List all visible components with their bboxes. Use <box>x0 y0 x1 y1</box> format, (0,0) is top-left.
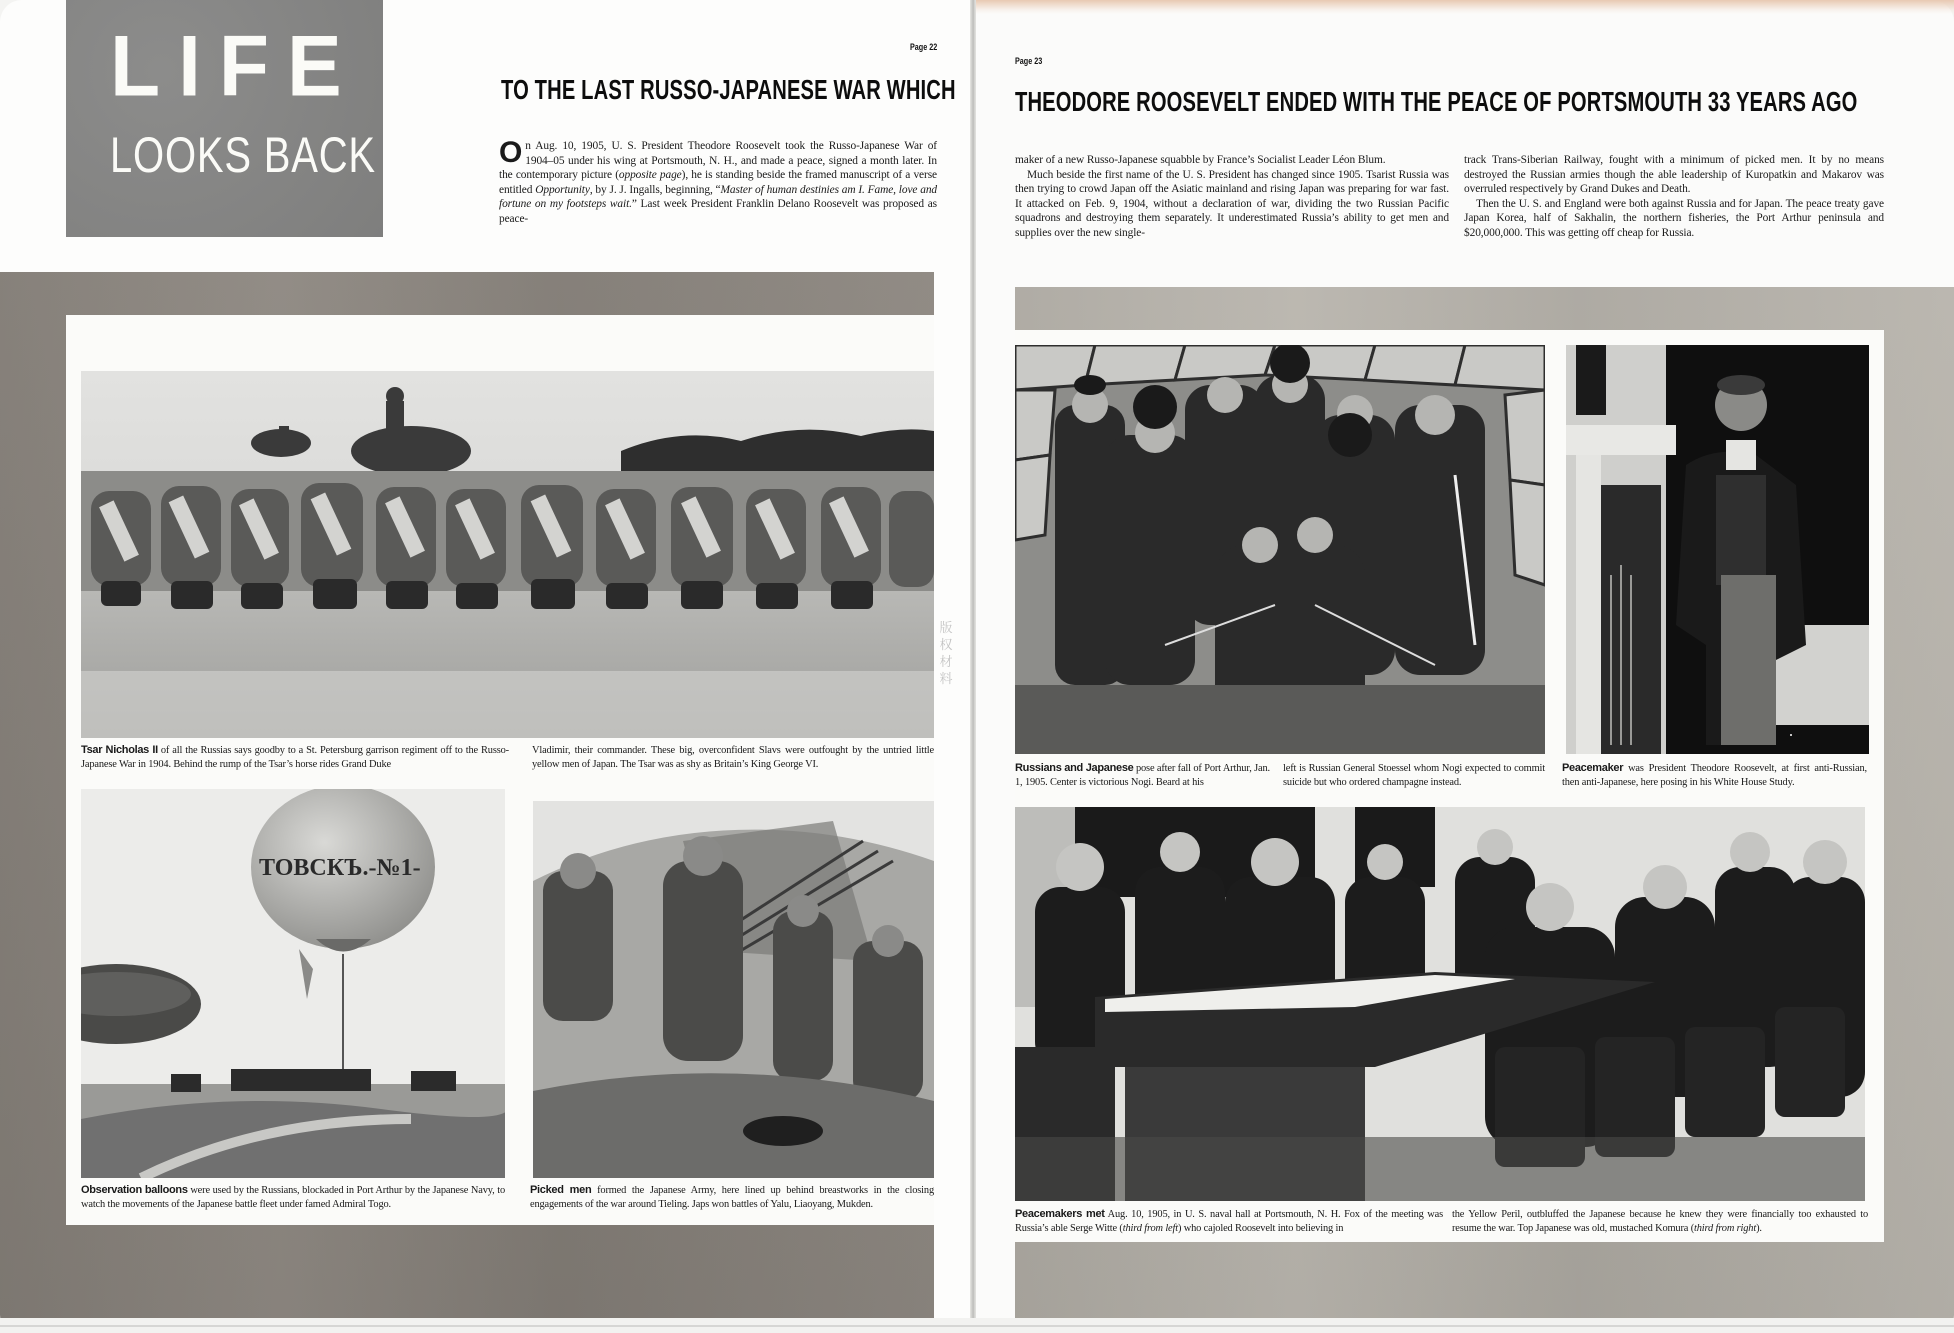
page-number-label: Page 23 <box>1015 56 1043 66</box>
right-page <box>976 0 1954 1333</box>
caption-lead: Tsar Nicholas II <box>81 744 158 756</box>
life-logo-text: LIFE <box>110 18 360 115</box>
body-column-2: track Trans-Siberian Railway, fought with a minimum of picked men. It by no means destroyed the Russian armies though the able leadership of Kuropatkin and Makarov was overruled respectively by Grand Dukes and Death. Then the U. S. and England were both against Russia and for Japan. The peace treaty gave Japan Korea, half of Sakhalin, the northern fisheries, the Port Arthur peninsula and $20,000,000. This was getting off cheap for Russia. <box>1464 154 1884 239</box>
caption-peacemakers-met-col1: Peacemakers met Aug. 10, 1905, in U. S. naval hall at Portsmouth, N. H. Fox of the meeting was Russia’s able Serge Witte (third from left) who cajoled Roosevelt into believing in <box>1015 1208 1443 1234</box>
watermark: 版 权 材 料 <box>939 621 953 687</box>
caption-tsar-col1: Tsar Nicholas II of all the Russias says goodby to a St. Petersburg garrison regiment off to the Russo-Japanese War in 1904. Behind the rump of the Tsar’s horse rides Grand Duke <box>81 744 509 770</box>
headline-right: THEODORE ROOSEVELT ENDED WITH THE PEACE OF PORTSMOUTH 33 YEARS AGO <box>1015 86 1858 117</box>
page-number-label: Page 22 <box>910 42 938 52</box>
caption-lead: Picked men <box>530 1184 592 1196</box>
life-looks-back-logo <box>66 0 383 237</box>
drop-cap: O <box>499 136 523 169</box>
headline-left: TO THE LAST RUSSO-JAPANESE WAR WHICH <box>501 74 956 105</box>
left-page <box>0 0 972 1333</box>
photo-peacemaker-roosevelt <box>1566 345 1869 754</box>
body-column-1: maker of a new Russo-Japanese squabble by France’s Socialist Leader Léon Blum. Much beside the first name of the U. S. President has changed since 1905. Tsarist Russia was then trying to crowd Japan off the Asiatic mainland and rising Japan was preparing for war fast. It attacked on Feb. 9, 1904, without a declaration of war, dividing the two Russian Pacific squadrons and destroying them separately. It underestimated Russia’s ability to get men and supplies over the new single- <box>1015 154 1449 239</box>
page-top-edge-tint <box>976 0 1954 14</box>
page-bottom-edge-line <box>0 1325 1954 1327</box>
intro-body-text: On Aug. 10, 1905, U. S. President Theodore Roosevelt took the Russo-Japanese War of 1904–05 under his wing at Portsmouth, N. H., and made a peace, signed a month later. In the contemporary picture (opposite page), he is standing beside the framed manuscript of a verse entitled Opportunity, by J. J. Ingalls, beginning, “Master of human destinies am I. Fame, love and fortune on my footsteps wait.” Last week President Franklin Delano Roosevelt was proposed as peace- <box>499 136 938 225</box>
caption-russians-japanese-col2: left is Russian General Stoessel whom Nogi expected to commit suicide but who ordered champagne instead. <box>1283 763 1545 788</box>
photo-tsar-farewell <box>81 371 934 738</box>
caption-lead: Russians and Japanese <box>1015 762 1134 774</box>
caption-peacemakers-met-col2: the Yellow Peril, outbluffed the Japanese because he knew they were financially too exhausted to resume the war. Top Japanese was old, mustached Komura (third from right). <box>1452 1209 1868 1234</box>
photo-russians-and-japanese <box>1015 345 1545 754</box>
caption-lead: Peacemakers met <box>1015 1208 1105 1220</box>
caption-observation-balloons: Observation balloons were used by the Russians, blockaded in Port Arthur by the Japanese Navy, to watch the movements of the Japanese battle fleet under famed Admiral Togo. <box>81 1184 505 1210</box>
caption-tsar-col2: Vladimir, their commander. These big, overconfident Slavs were outfought by the untried little yellow men of Japan. The Tsar was as shy as Britain’s King George VI. <box>532 745 934 770</box>
photo-observation-balloons <box>81 789 505 1178</box>
caption-lead: Observation balloons <box>81 1184 188 1196</box>
photo-picked-men <box>533 801 934 1178</box>
caption-russians-japanese-col1: Russians and Japanese pose after fall of Port Arthur, Jan. 1, 1905. Center is victorious Nogi. Beard at his <box>1015 762 1270 788</box>
photo-peacemakers-met <box>1015 807 1865 1201</box>
caption-picked-men: Picked men formed the Japanese Army, here lined up behind breastworks in the closing engagements of the war around Tieling. Japs won battles of Yalu, Liaoyang, Mukden. <box>530 1184 934 1210</box>
balloon-lettering: ТОВСКЪ.-№1- <box>259 855 421 881</box>
section-title: LOOKS BACK <box>110 127 376 183</box>
caption-peacemaker: Peacemaker was President Theodore Roosevelt, at first anti-Russian, then anti-Japanese, here posing in his White House Study. <box>1562 762 1867 788</box>
caption-lead: Peacemaker <box>1562 762 1624 774</box>
